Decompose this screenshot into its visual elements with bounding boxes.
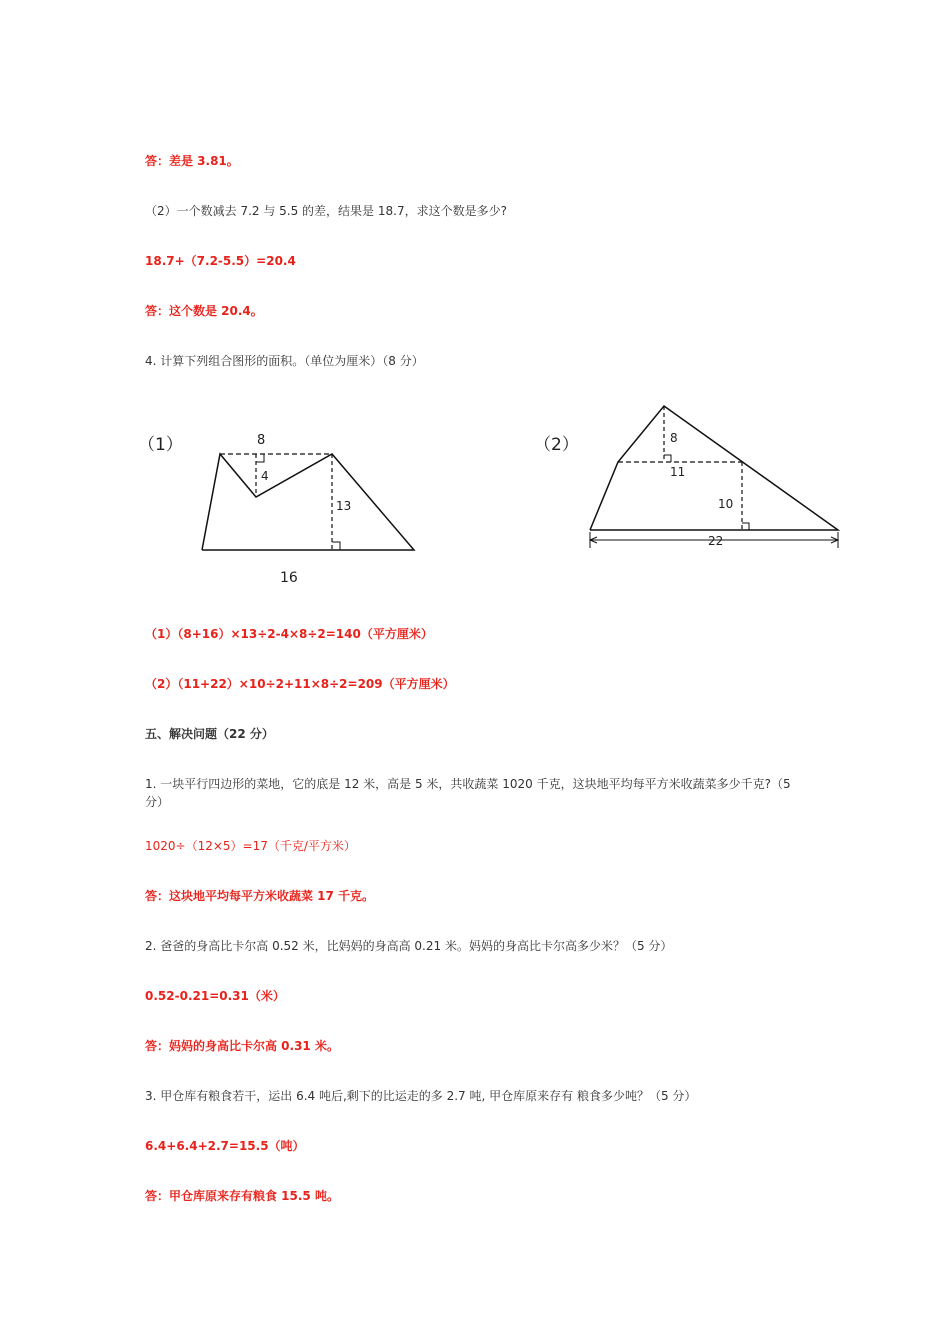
problem-3-answer: 答：甲仓库原来存有粮食 15.5 吨。 — [145, 1189, 339, 1203]
problem-2-formula: 0.52-0.21=0.31（米） — [145, 989, 285, 1003]
figure1-depth: 4 — [261, 469, 269, 483]
composite-figure-2 — [530, 398, 850, 558]
answer-2: 答：这个数是 20.4。 — [145, 304, 263, 318]
section-5-heading: 五、解决问题（22 分） — [145, 727, 274, 741]
figure1-right-angle-top — [256, 454, 264, 462]
figure1-outline — [202, 454, 414, 550]
figure2-right-angle-bottom — [742, 523, 749, 530]
figure2-height: 10 — [718, 497, 734, 511]
figure2-label: （2） — [534, 435, 579, 455]
figure2-solution: （2）（11+22）×10÷2+11×8÷2=209（平方厘米） — [145, 677, 455, 691]
problem-1: 1. 一块平行四边形的菜地，它的底是 12 米，高是 5 米，共收蔬菜 1020 千克，这块地平均每平方米收蔬菜多少千克?（5 分） — [145, 777, 791, 809]
problem-3: 3. 甲仓库有粮食若干，运出 6.4 吨后,剩下的比运走的多 2.7 吨, 甲仓库原来存有 粮食多少吨？（5 分） — [145, 1089, 697, 1103]
figure1-label: （1） — [138, 435, 183, 455]
figure2-middle-length: 11 — [670, 465, 686, 479]
answer-difference: 答：差是 3.81。 — [145, 154, 239, 168]
formula-2: 18.7+（7.2-5.5）=20.4 — [145, 254, 296, 268]
figure1-right-angle-bottom — [332, 542, 340, 550]
figure1-height: 13 — [336, 499, 352, 513]
figure2-outline — [590, 406, 838, 530]
figure1-top-length: 8 — [257, 433, 266, 448]
problem-2: 2. 爸爸的身高比卡尔高 0.52 米，比妈妈的身高高 0.21 米。妈妈的身高比卡尔高多少米？（5 分） — [145, 939, 673, 953]
question-4-heading: 4. 计算下列组合图形的面积。（单位为厘米）（8 分） — [145, 354, 424, 368]
problem-2-answer: 答：妈妈的身高比卡尔高 0.31 米。 — [145, 1039, 339, 1053]
question-2: （2）一个数减去 7.2 与 5.5 的差，结果是 18.7，求这个数是多少? — [145, 204, 507, 218]
figure2-top-height: 8 — [670, 431, 678, 445]
figure2-bottom-length: 22 — [708, 534, 724, 548]
figure1-solution: （1）（8+16）×13÷2-4×8÷2=140（平方厘米） — [145, 627, 433, 641]
figure1-bottom-length: 16 — [280, 570, 298, 586]
problem-1-answer: 答：这块地平均每平方米收蔬菜 17 千克。 — [145, 889, 375, 903]
figure2-right-angle-top — [664, 455, 671, 462]
composite-figure-1 — [130, 420, 430, 590]
problem-1-formula: 1020÷（12×5）=17（千克/平方米） — [145, 839, 356, 853]
problem-3-formula: 6.4+6.4+2.7=15.5（吨） — [145, 1139, 305, 1153]
